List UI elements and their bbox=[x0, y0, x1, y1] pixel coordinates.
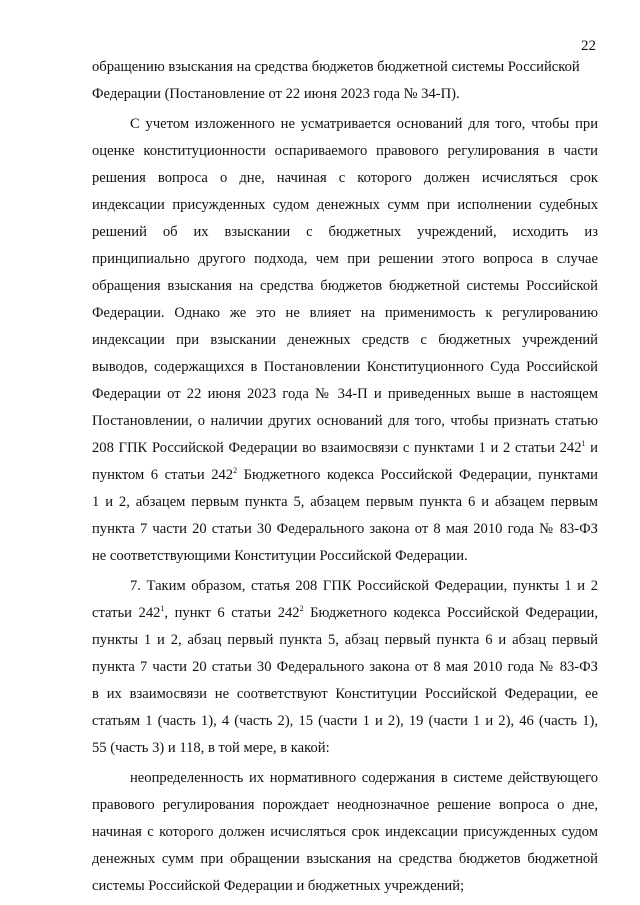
text-line: пункта 7 части 20 статьи 30 Федерального закона от 8 мая 2010 года № 83-ФЗ bbox=[92, 659, 598, 675]
text-line: системы Российской Федерации и бюджетных учреждений; bbox=[92, 878, 465, 894]
text-line: денежных сумм при обращении взыскания на средства бюджетов бюджетной bbox=[92, 851, 598, 867]
text-segment: пунктом 6 статьи 242 bbox=[92, 467, 234, 483]
text-line: индексации присужденных судом денежных сумм при исполнении судебных bbox=[92, 197, 598, 213]
text-line: обращения взыскания на средства бюджетов бюджетной системы Российской bbox=[92, 278, 598, 294]
text-line: индексации при взыскании денежных средств с бюджетных учреждений bbox=[92, 332, 598, 348]
text-line: обращению взыскания на средства бюджетов бюджетной системы Российской bbox=[92, 59, 580, 75]
text-segment: статьи 242 bbox=[92, 605, 161, 621]
text-line: выводов, содержащихся в Постановлении Конституционного Суда Российской bbox=[92, 359, 598, 375]
text-segment: и bbox=[585, 440, 598, 456]
paragraph-start-line: 7. Таким образом, статья 208 ГПК Российской Федерации, пункты 1 и 2 bbox=[130, 578, 598, 594]
text-line: статьям 1 (часть 1), 4 (часть 2), 15 (части 1 и 2), 19 (части 1 и 2), 46 (часть 1), bbox=[92, 713, 598, 729]
text-line: начиная с которого должен исчисляться срок индексации присужденных судом bbox=[92, 824, 598, 840]
paragraph-start-line: неопределенность их нормативного содержания в системе действующего bbox=[130, 770, 598, 786]
text-line: пункта 7 части 20 статьи 30 Федерального закона от 8 мая 2010 года № 83-ФЗ bbox=[92, 521, 598, 537]
superscript: 1 bbox=[581, 439, 586, 448]
superscript: 1 bbox=[160, 604, 165, 613]
text-line: 55 (часть 3) и 118, в той мере, в какой: bbox=[92, 740, 330, 756]
superscript: 2 bbox=[299, 604, 304, 613]
text-line: решения вопроса о дне, начиная с которого должен исчисляться срок bbox=[92, 170, 598, 186]
text-line bbox=[92, 604, 598, 622]
superscript: 2 bbox=[233, 466, 238, 475]
text-line: оценке конституционности оспариваемого правового регулирования в части bbox=[92, 143, 598, 159]
text-line: решений об их взыскании с бюджетных учреждений, исходить из bbox=[92, 224, 598, 240]
paragraph-start-line: С учетом изложенного не усматривается оснований для того, чтобы при bbox=[130, 116, 598, 132]
text-segment: Бюджетного кодекса Российской Федерации, пунктами bbox=[237, 467, 598, 483]
text-line: не соответствующими Конституции Российской Федерации. bbox=[92, 548, 468, 564]
text-line bbox=[92, 466, 598, 484]
text-segment: 208 ГПК Российской Федерации во взаимосвязи с пунктами 1 и 2 статьи 242 bbox=[92, 440, 582, 456]
page-number: 22 bbox=[581, 38, 596, 54]
text-segment: Бюджетного кодекса Российской Федерации, bbox=[303, 605, 599, 621]
text-line: в их взаимосвязи не соответствуют Конституции Российской Федерации, ее bbox=[92, 686, 598, 702]
text-line: правового регулирования порождает неоднозначное решение вопроса о дне, bbox=[92, 797, 598, 813]
text-line: принципиально другого подхода, чем при решении этого вопроса в случае bbox=[92, 251, 598, 267]
text-line: Федерации от 22 июня 2023 года № 34-П и приведенных выше в настоящем bbox=[92, 386, 598, 402]
text-line: Постановлении, о наличии других оснований для того, чтобы признать статью bbox=[92, 413, 598, 429]
text-line: Федерации (Постановление от 22 июня 2023 года № 34-П). bbox=[92, 86, 460, 102]
text-line: пункты 1 и 2, абзац первый пункта 5, абзац первый пункта 6 и абзац первый bbox=[92, 632, 598, 648]
text-line: Федерации. Однако же это не влияет на применимость к регулированию bbox=[92, 305, 598, 321]
text-segment: , пункт 6 статьи 242 bbox=[164, 605, 300, 621]
text-line: 1 и 2, абзацем первым пункта 5, абзацем первым пункта 6 и абзацем первым bbox=[92, 494, 598, 510]
text-line bbox=[92, 439, 598, 457]
